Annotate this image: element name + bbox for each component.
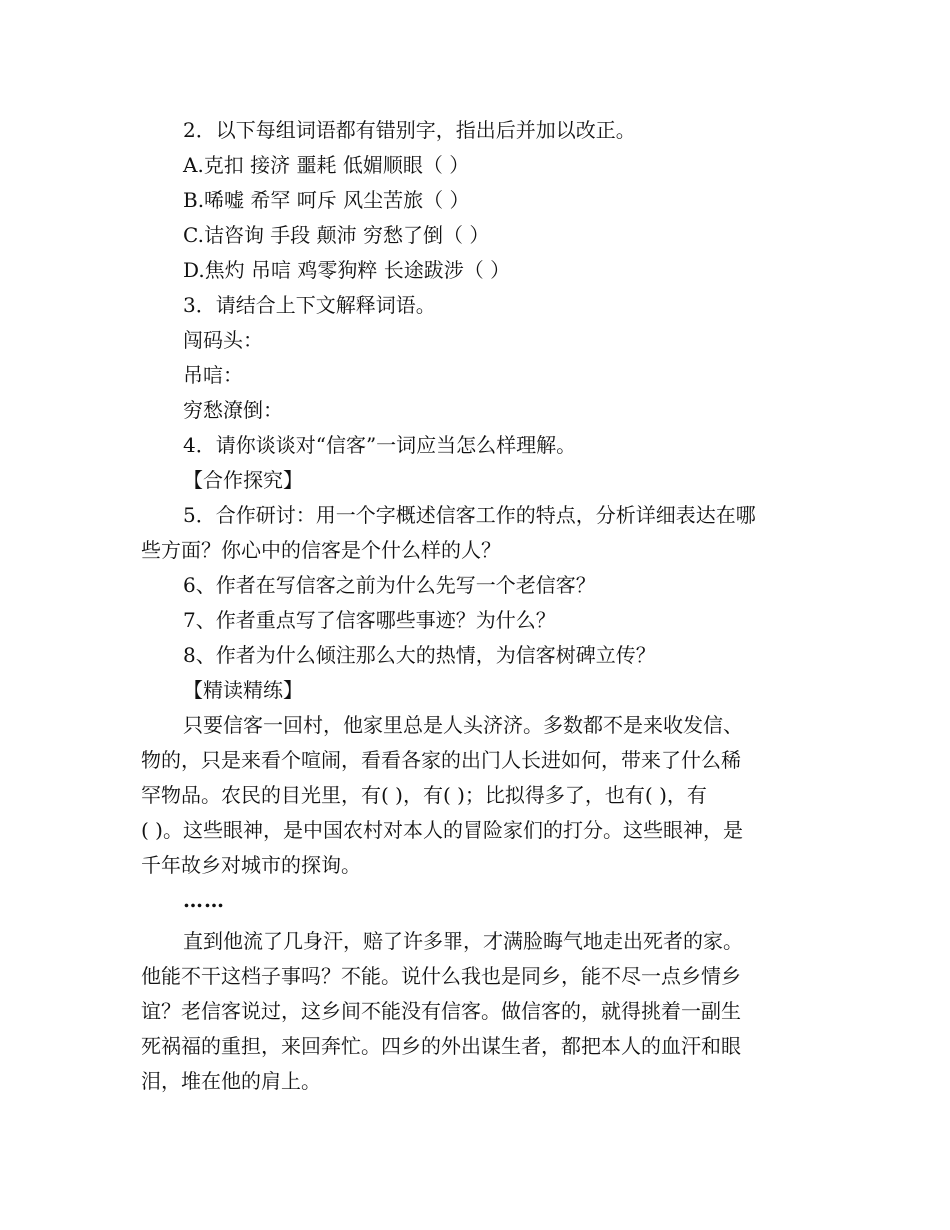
passage-1-line-5: 千年故乡对城市的探询。 <box>141 853 361 877</box>
passage-2-line-5: 泪，堆在他的肩上。 <box>141 1069 321 1093</box>
question-2: 2．以下每组词语都有错别字，指出后并加以改正。 <box>183 118 636 142</box>
section-heading-cooperation: 【合作探究】 <box>183 468 303 492</box>
passage-2-line-2: 他能不干这档子事吗？不能。说什么我也是同乡，能不尽一点乡情乡 <box>141 964 741 988</box>
term-2: 吊唁： <box>183 363 243 387</box>
passage-2-line-3: 谊？老信客说过，这乡间不能没有信客。做信客的，就得挑着一副生 <box>141 999 741 1023</box>
term-1: 闯码头： <box>183 328 263 352</box>
question-5-line-1: 5．合作研讨：用一个字概述信客工作的特点，分析详细表达在哪 <box>183 503 756 527</box>
option-c: C.诘咨询 手段 颠沛 穷愁了倒（ ） <box>183 223 490 247</box>
passage-2-line-1: 直到他流了几身汗，赔了许多罪，才满脸晦气地走出死者的家。 <box>183 929 743 953</box>
question-4: 4．请你谈谈对“信客”一词应当怎么样理解。 <box>183 433 577 457</box>
ellipsis: …… <box>183 888 225 912</box>
option-a: A.克扣 接济 噩耗 低媚顺眼（ ） <box>183 153 470 177</box>
passage-1-line-2: 物的，只是来看个喧闹，看看各家的出门人长进如何，带来了什么稀 <box>141 748 741 772</box>
passage-1-line-3: 罕物品。农民的目光里，有( )，有( )；比拟得多了，也有( )，有 <box>141 783 707 807</box>
section-heading-reading: 【精读精练】 <box>183 678 303 702</box>
passage-2-line-4: 死祸福的重担，来回奔忙。四乡的外出谋生者，都把本人的血汗和眼 <box>141 1034 741 1058</box>
passage-1-line-1: 只要信客一回村，他家里总是人头济济。多数都不是来收发信、 <box>183 713 743 737</box>
question-7: 7、作者重点写了信客哪些事迹？为什么？ <box>183 608 556 632</box>
option-b: B.唏嘘 希罕 呵斥 风尘苦旅（ ） <box>183 188 470 212</box>
question-8: 8、作者为什么倾注那么大的热情，为信客树碑立传？ <box>183 643 656 667</box>
passage-1-line-4: ( )。这些眼神，是中国农村对本人的冒险家们的打分。这些眼神，是 <box>141 818 743 842</box>
question-3: 3．请结合上下文解释词语。 <box>183 293 436 317</box>
question-5-line-2: 些方面？你心中的信客是个什么样的人？ <box>141 538 501 562</box>
question-6: 6、作者在写信客之前为什么先写一个老信客？ <box>183 573 596 597</box>
option-d: D.焦灼 吊唁 鸡零狗粹 长途跋涉（ ） <box>183 258 511 282</box>
term-3: 穷愁潦倒： <box>183 398 283 422</box>
